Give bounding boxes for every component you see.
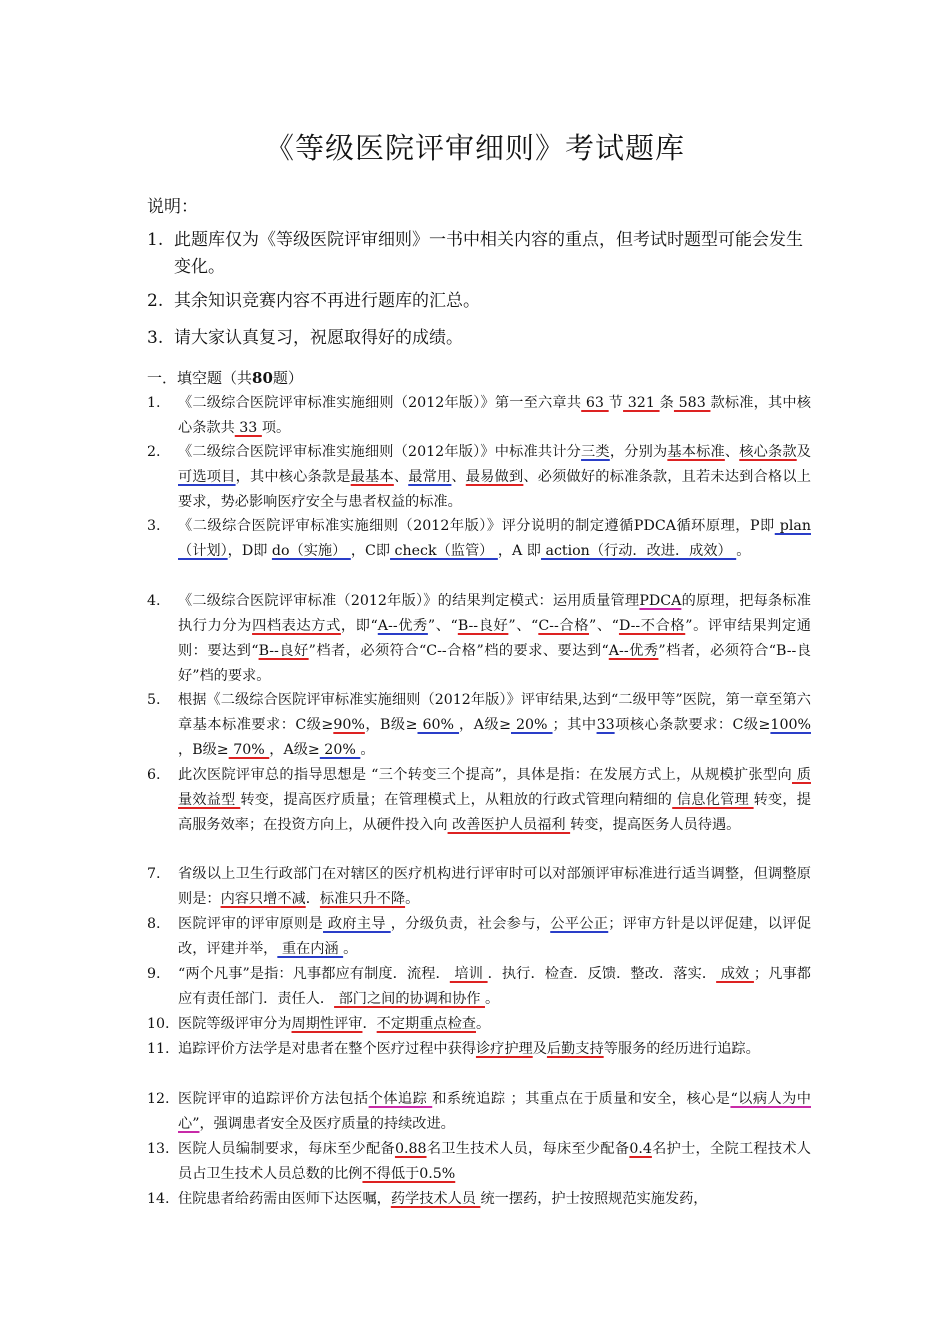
question-text: 医院等级评审分为周期性评审．不定期重点检查。 [178, 1016, 491, 1032]
answer-blank: 最易做到 [465, 469, 524, 485]
note-item [147, 227, 819, 281]
answer-blank: do（实施） [271, 543, 351, 559]
question-text: 追踪评价方法学是对患者在整个医疗过程中获得诊疗护理及后勤支持等服务的经历进行追踪。 [178, 1041, 760, 1057]
question-number: 1. [147, 395, 161, 411]
section-heading [147, 367, 303, 388]
answer-blank: 培训 [449, 966, 488, 982]
answer-blank: 20% [319, 742, 361, 758]
question-number: 4. [147, 593, 161, 609]
answer-blank: 20% [511, 717, 553, 733]
answer-blank: 信息化管理 [672, 792, 754, 808]
question-item [147, 862, 811, 912]
question-item [147, 688, 811, 763]
question-number: 3. [147, 518, 161, 534]
answer-blank: 可选项目 [178, 469, 236, 485]
note-item [147, 288, 819, 315]
answer-blank: plan（计划） [178, 518, 811, 559]
answer-blank: 周期性评审 [291, 1016, 363, 1032]
answer-blank: 内容只增不减 [220, 891, 306, 907]
answer-blank: 基本标准 [667, 444, 725, 460]
answer-blank: 部门之间的协调和协作 [334, 991, 485, 1007]
question-text: “两个凡事”是指：凡事都应有制度．流程． 培训 ．执行．检查．反馈．整改．落实． 成效 ；凡事都应有责任部门．责任人． 部门之间的协调和协作 。 [178, 966, 811, 1007]
answer-blank: 60% [417, 717, 460, 733]
question-number: 8. [147, 916, 161, 932]
section-suffix: 题） [272, 369, 303, 387]
question-text: 此次医院评审总的指导思想是 “三个转变三个提高”，具体是指：在发展方式上，从规模扩张型向 质量效益型 转变，提高医疗质量；在管理模式上，从粗放的行政式管理向精细的 信息化管理 转变，提高服务效率；在投资方向上，从硬件投入向 改善医护人员福利 转变，提高医务人员待遇。 [178, 767, 811, 833]
question-item [147, 1037, 811, 1062]
answer-blank: 标准只升不降 [319, 891, 406, 907]
note-text: 请大家认真复习，祝愿取得好的成绩。 [174, 328, 463, 348]
answer-blank: 90% [333, 717, 365, 733]
question-text: 医院人员编制要求，每床至少配备0.88名卫生技术人员，每床至少配备0.4名护士，全院工程技术人员占卫生技术人员总数的比例不得低于0.5% [178, 1141, 811, 1182]
question-number: 9. [147, 966, 161, 982]
answer-blank: 质量效益型 [178, 767, 811, 808]
question-text: 医院评审的评审原则是 政府主导 ，分级负责，社会参与，公平公正；评审方针是以评促建，以评促改，评建并举， 重在内涵 。 [178, 916, 811, 957]
answer-blank: B--良好 [457, 618, 509, 634]
answer-blank: 成效 [716, 966, 754, 982]
question-number: 12. [147, 1091, 170, 1107]
answer-blank: 个体追踪 [368, 1091, 433, 1107]
answer-blank: 三类 [581, 444, 610, 460]
note-text: 此题库仅为《等级医院评审细则》一书中相关内容的重点，但考试时题型可能会发生变化。 [174, 230, 803, 277]
answer-blank: 70% [228, 742, 270, 758]
answer-blank: “以病人为中心” [178, 1091, 811, 1132]
answer-blank: 后勤支持 [546, 1041, 604, 1057]
question-number: 11. [147, 1041, 170, 1057]
section-count: 80 [252, 369, 273, 387]
question-item [147, 440, 811, 515]
answer-blank: 33 [234, 420, 262, 436]
answer-blank: 583 [673, 395, 711, 411]
question-number: 7. [147, 866, 161, 882]
answer-blank: A--优秀 [377, 618, 428, 634]
answer-blank: C--合格 [538, 618, 589, 634]
question-text: 医院评审的追踪评价方法包括个体追踪 和系统追踪 ；其重点在于质量和安全，核心是“以病人为中心”，强调患者安全及医疗质量的持续改进。 [178, 1091, 811, 1132]
answer-blank: 100% [770, 717, 811, 733]
question-item [147, 962, 811, 1012]
question-item [147, 1187, 811, 1212]
answer-blank: 公平公正 [550, 916, 609, 932]
answer-blank: D--不合格 [618, 618, 686, 634]
question-number: 14. [147, 1191, 170, 1207]
note-text: 其余知识竞赛内容不再进行题库的汇总。 [174, 291, 480, 311]
answer-blank: 不定期重点检查 [376, 1016, 476, 1032]
question-number: 6. [147, 767, 161, 783]
question-item [147, 514, 811, 564]
question-text: 根据《二级综合医院评审标准实施细则（2012年版）》评审结果,达到“二级甲等”医院，第一章至第六章基本标准要求：C级≥90%，B级≥ 60% ，A级≥ 20% ；其中33项核心条款要求：C级≥100% ，B级≥ 70% ，A级≥ 20% 。 [178, 692, 811, 758]
question-item [147, 391, 811, 441]
answer-blank: 最常用 [408, 469, 452, 485]
answer-blank: 33 [596, 717, 615, 733]
section-prefix: 一．填空题（共 [147, 369, 253, 387]
question-text: 《二级综合医院评审标准实施细则（2012年版）》中标准共计分三类，分别为基本标准、核心条款及可选项目，其中核心条款是最基本、最常用、最易做到、必须做好的标准条款，且若未达到合格以上要求，势必影响医疗安全与患者权益的标准。 [178, 444, 811, 510]
question-number: 10. [147, 1016, 170, 1032]
question-item [147, 1087, 811, 1137]
answer-blank: 政府主导 [323, 916, 391, 932]
question-number: 5. [147, 692, 161, 708]
answer-blank: 重在内涵 [277, 941, 344, 957]
question-text: 住院患者给药需由医师下达医嘱，药学技术人员 统一摆药，护士按照规范实施发药， [178, 1191, 708, 1207]
note-item [147, 325, 819, 352]
answer-blank: 药学技术人员 [390, 1191, 481, 1207]
note-number: 3. [147, 328, 164, 348]
note-number: 2. [147, 291, 164, 311]
answer-blank: 最基本 [350, 469, 394, 485]
answer-blank: 核心条款 [739, 444, 797, 460]
question-item [147, 763, 811, 838]
answer-blank: 0.4 [629, 1141, 652, 1157]
question-item [147, 912, 811, 962]
answer-blank: B--良好 [258, 643, 309, 659]
answer-blank: 0.88 [394, 1141, 427, 1157]
answer-blank: 63 [581, 395, 609, 411]
question-item [147, 1012, 811, 1037]
answer-blank: 改善医护人员福利 [447, 817, 571, 833]
notes-heading: 说明： [147, 197, 198, 217]
answer-blank: action（行动．改进．成效） [540, 543, 737, 559]
question-item [147, 1137, 811, 1187]
note-number: 1. [147, 230, 164, 250]
question-text: 《二级综合医院评审标准（2012年版）》的结果判定模式：运用质量管理PDCA的原理，把每条标准执行力分为四档表达方式，即“A--优秀”、“B--良好”、“C--合格”、“D--不合格”。评审结果判定通则：要达到“B--良好”档者，必须符合“C--合格”档的要求、要达到“A--优秀”档者，必须符合“B--良好”档的要求。 [178, 593, 811, 684]
answer-blank: 321 [623, 395, 660, 411]
answer-blank: A--优秀 [608, 643, 659, 659]
question-text: 《二级综合医院评审标准实施细则（2012年版）》评分说明的制定遵循PDCA循环原理，P即 plan（计划），D即 do（实施） ，C即 check（监管） ，A 即 action（行动．改进．成效） 。 [178, 518, 811, 559]
document-title: 《等级医院评审细则》考试题库 [264, 131, 685, 165]
question-item [147, 589, 811, 689]
answer-blank: 四档表达方式 [252, 618, 341, 634]
answer-blank: 诊疗护理 [475, 1041, 533, 1057]
answer-blank: PDCA [639, 593, 682, 609]
answer-blank: check（监管） [390, 543, 498, 559]
question-text: 《二级综合医院评审标准实施细则（2012年版）》第一至六章共 63 节 321 条 583 款标准，其中核心条款共 33 项。 [178, 395, 811, 436]
question-number: 2. [147, 444, 161, 460]
question-text: 省级以上卫生行政部门在对辖区的医疗机构进行评审时可以对部颁评审标准进行适当调整，但调整原则是：内容只增不减．标准只升不降。 [178, 866, 811, 907]
answer-blank: 不得低于0.5% [362, 1166, 456, 1182]
question-number: 13. [147, 1141, 170, 1157]
